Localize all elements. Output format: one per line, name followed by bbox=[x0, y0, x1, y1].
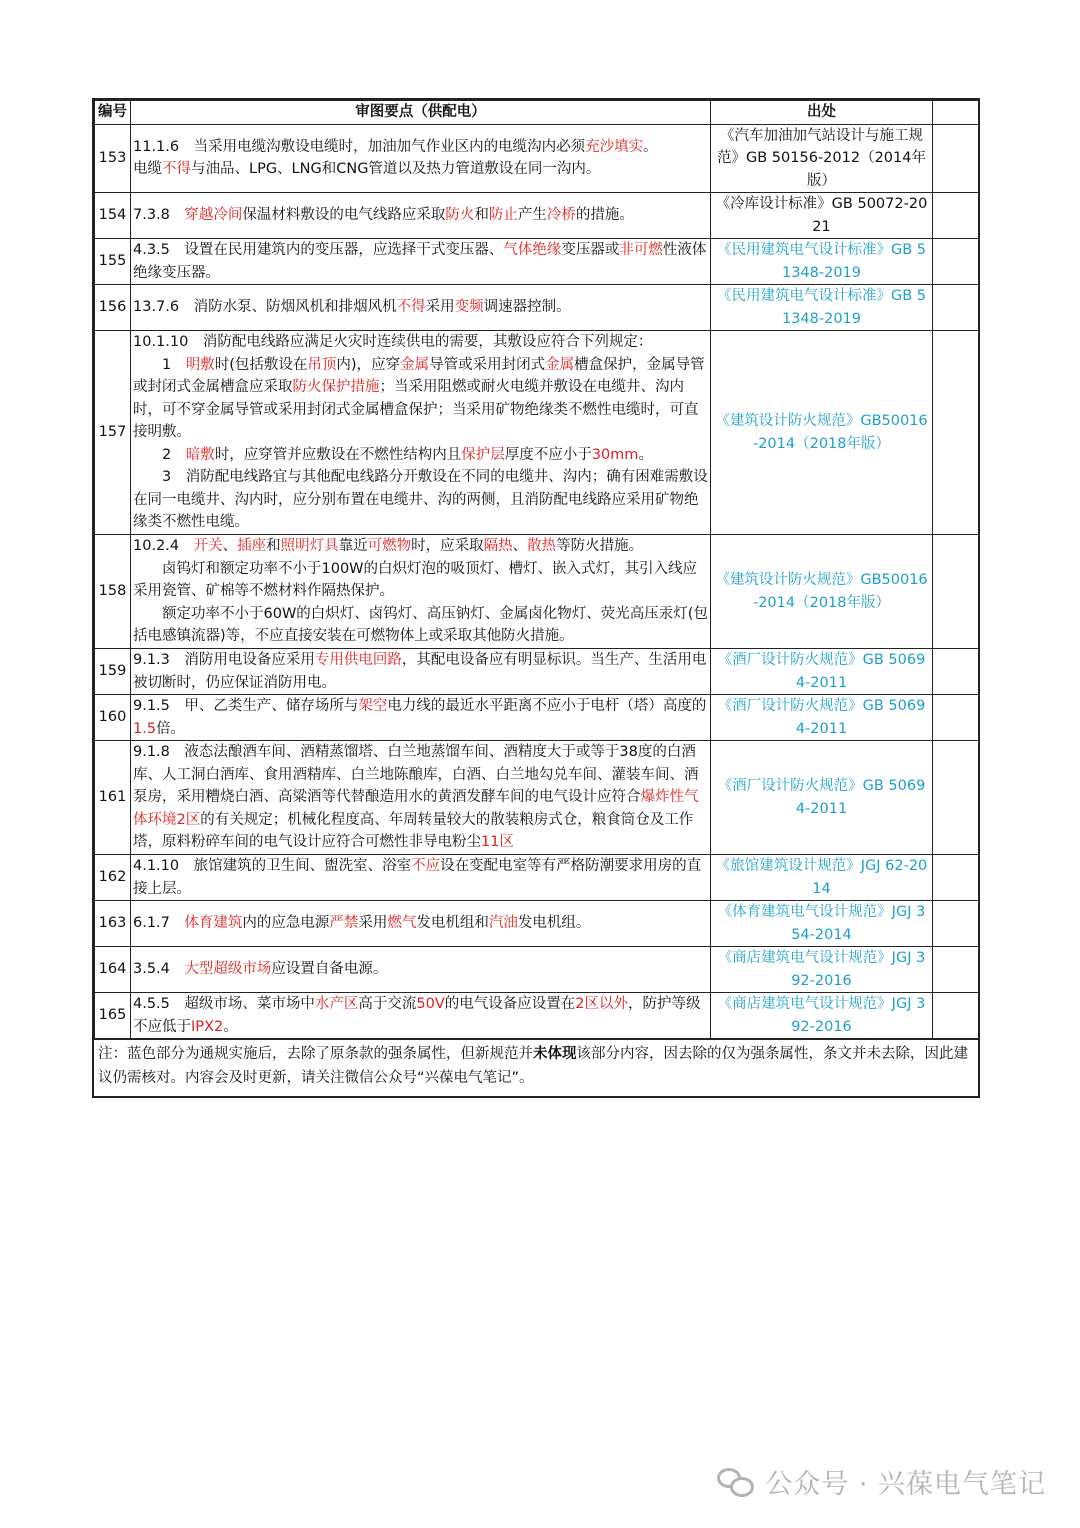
text-segment: 和 bbox=[474, 207, 489, 224]
blank-cell bbox=[933, 741, 979, 855]
highlighted-text: 开关 bbox=[193, 538, 223, 555]
highlighted-text: 散热 bbox=[527, 538, 557, 555]
review-point-text bbox=[131, 695, 711, 741]
review-points-table bbox=[94, 100, 979, 1039]
highlighted-text: 可燃物 bbox=[367, 538, 412, 555]
text-segment: 6.1.7 bbox=[133, 915, 185, 932]
clause-paragraph bbox=[133, 603, 708, 648]
highlighted-text: 保护层 bbox=[461, 446, 505, 463]
clause-paragraph bbox=[133, 296, 708, 319]
table-row bbox=[95, 901, 979, 947]
review-point-text bbox=[131, 741, 711, 855]
highlighted-text: 爆炸性气体环境2区 bbox=[133, 789, 699, 828]
text-segment: 采用 bbox=[358, 915, 388, 932]
text-segment: 。 bbox=[643, 138, 658, 155]
text-segment: 变压器或 bbox=[561, 242, 620, 258]
highlighted-text: 不得 bbox=[162, 161, 191, 178]
highlighted-text: 30mm bbox=[591, 446, 639, 463]
clause-paragraph bbox=[133, 558, 708, 603]
text-segment: 4.3.5 设置在民用建筑内的变压器，应选择干式变压器、 bbox=[133, 242, 504, 258]
review-point-text bbox=[131, 993, 711, 1039]
blank-cell bbox=[933, 901, 979, 947]
highlighted-text: 燃气 bbox=[387, 915, 417, 932]
highlighted-text: 防止 bbox=[488, 207, 518, 224]
clause-paragraph bbox=[133, 855, 708, 900]
highlighted-text: 专用供电回路 bbox=[314, 652, 402, 668]
highlighted-text: 金属 bbox=[545, 356, 575, 373]
review-point-text bbox=[131, 947, 711, 993]
highlighted-text: IPX2 bbox=[191, 1018, 224, 1035]
highlighted-text: 汽油 bbox=[488, 915, 518, 932]
blank-cell bbox=[933, 193, 979, 239]
text-segment: 电缆 bbox=[133, 161, 162, 178]
row-number: 154 bbox=[95, 193, 131, 239]
clause-paragraph bbox=[133, 466, 708, 534]
text-segment: 2 bbox=[133, 446, 186, 463]
row-number: 163 bbox=[95, 901, 131, 947]
highlighted-text: 严禁 bbox=[329, 915, 359, 932]
text-segment: 和 bbox=[266, 538, 281, 555]
wechat-icon bbox=[717, 1466, 755, 1498]
highlighted-text: 插座 bbox=[237, 538, 267, 555]
text-segment: 发电机组。 bbox=[517, 915, 591, 932]
text-segment: 4.5.5 超级市场、菜市场中 bbox=[133, 996, 315, 1012]
text-segment: 7.3.8 bbox=[133, 207, 185, 224]
review-point-text bbox=[131, 901, 711, 947]
blank-cell bbox=[933, 331, 979, 535]
highlighted-text: 水产区 bbox=[314, 996, 359, 1012]
source-standard: 《民用建筑电气设计标准》GB 51348-2019 bbox=[711, 239, 933, 285]
highlighted-text: 不得 bbox=[396, 299, 426, 316]
row-number: 153 bbox=[95, 124, 131, 193]
blank-cell bbox=[933, 124, 979, 193]
table-body bbox=[95, 124, 979, 1039]
row-number: 159 bbox=[95, 649, 131, 695]
text-segment: 电力线的最近水平距离不应小于电杆（塔）高度的 bbox=[387, 698, 707, 714]
source-standard: 《酒厂设计防火规范》GB 50694-2011 bbox=[711, 741, 933, 855]
table-row bbox=[95, 695, 979, 741]
blank-cell bbox=[933, 947, 979, 993]
highlighted-text: 照明灯具 bbox=[280, 538, 339, 555]
clause-paragraph bbox=[133, 535, 708, 558]
clause-paragraph bbox=[133, 158, 708, 181]
clause-paragraph bbox=[133, 958, 708, 981]
highlighted-text: 体育建筑 bbox=[184, 915, 243, 932]
text-segment: 。 bbox=[638, 446, 653, 463]
text-segment: 性液体绝缘变压器。 bbox=[133, 242, 707, 281]
source-standard: 《汽车加油加气站设计与施工规范》GB 50156-2012（2014年版） bbox=[711, 124, 933, 193]
text-segment: 10.2.4 bbox=[133, 538, 194, 555]
note-text: 注：蓝色部分为通规实施后，去除了原条款的强条属性，但新规范并 bbox=[98, 1046, 533, 1062]
table-row bbox=[95, 649, 979, 695]
review-point-text bbox=[131, 649, 711, 695]
highlighted-text: 变频 bbox=[454, 299, 484, 316]
blank-cell bbox=[933, 855, 979, 901]
text-segment: 9.1.3 消防用电设备应采用 bbox=[133, 652, 315, 668]
text-segment: 9.1.8 液态法酿酒车间、酒精蒸馏塔、白兰地蒸馏车间、酒精度大于或等于38度的白酒库、人工洞白酒库、食用酒精库、白兰地陈酿库，白酒、白兰地勾兑车间、灌装车间、酒泵房，采用糟烧白酒、高粱酒等代替酿造用水的黄酒发酵车间的电气设计应符合 bbox=[133, 744, 699, 806]
text-segment: 的电气设备应设置在 bbox=[444, 996, 576, 1012]
row-number: 156 bbox=[95, 285, 131, 331]
review-point-text bbox=[131, 193, 711, 239]
note-text: 该部分内容，因去除的仅为强条属性，条文并未去除，因此建议仍需核对。内容会及时更新，请关注微信公众号“兴葆电气笔记”。 bbox=[98, 1046, 968, 1086]
source-standard: 《民用建筑电气设计标准》GB 51348-2019 bbox=[711, 285, 933, 331]
clause-paragraph bbox=[133, 204, 708, 227]
text-segment: 靠近 bbox=[338, 538, 368, 555]
header-source: 出处 bbox=[711, 101, 933, 125]
table-row bbox=[95, 124, 979, 193]
table-row bbox=[95, 535, 979, 649]
watermark-text: 公众号 · 兴葆电气笔记 bbox=[765, 1469, 1046, 1500]
clause-paragraph bbox=[133, 136, 708, 159]
text-segment: 高于交流 bbox=[358, 996, 417, 1012]
text-segment: 厚度不应小于 bbox=[504, 446, 592, 463]
clause-paragraph bbox=[133, 695, 708, 740]
note-emphasis: 未体现 bbox=[533, 1046, 577, 1062]
table-row bbox=[95, 993, 979, 1039]
text-segment: 保温材料敷设的电气线路应采取 bbox=[242, 207, 446, 224]
text-segment: 、 bbox=[222, 538, 238, 555]
text-segment: 采用 bbox=[425, 299, 455, 316]
text-segment: 时(包括敷设在 bbox=[214, 356, 308, 373]
review-point-text bbox=[131, 239, 711, 285]
row-number: 155 bbox=[95, 239, 131, 285]
text-segment: 的措施。 bbox=[575, 207, 634, 224]
source-standard: 《冷库设计标准》GB 50072-2021 bbox=[711, 193, 933, 239]
row-number: 161 bbox=[95, 741, 131, 855]
text-segment: 倍。 bbox=[156, 720, 186, 737]
text-segment: 13.7.6 消防水泵、防烟风机和排烟风机 bbox=[133, 299, 397, 316]
highlighted-text: 1.5 bbox=[133, 720, 157, 737]
clause-paragraph bbox=[133, 444, 708, 467]
highlighted-text: 冷桥 bbox=[546, 207, 576, 224]
text-segment: 应设置自备电源。 bbox=[271, 961, 388, 978]
highlighted-text: 防火 bbox=[445, 207, 475, 224]
clause-paragraph bbox=[133, 239, 708, 284]
highlighted-text: 2区以外 bbox=[575, 996, 629, 1012]
blank-cell bbox=[933, 993, 979, 1039]
table-row bbox=[95, 331, 979, 535]
source-standard: 《酒厂设计防火规范》GB 50694-2011 bbox=[711, 649, 933, 695]
table-row bbox=[95, 741, 979, 855]
blank-cell bbox=[933, 285, 979, 331]
clause-paragraph bbox=[133, 649, 708, 694]
source-standard: 《酒厂设计防火规范》GB 50694-2011 bbox=[711, 695, 933, 741]
blank-cell bbox=[933, 695, 979, 741]
text-segment: 槽盒保护，金属导管或封闭式金属槽盒应采取 bbox=[133, 356, 705, 396]
text-segment: 10.1.10 消防配电线路应满足火灾时连续供电的需要，其敷设应符合下列规定： bbox=[133, 334, 653, 351]
row-number: 157 bbox=[95, 331, 131, 535]
highlighted-text: 暗敷 bbox=[185, 446, 215, 463]
clause-paragraph bbox=[133, 993, 708, 1038]
text-segment: 3.5.4 bbox=[133, 961, 185, 978]
source-standard: 《商店建筑电气设计规范》JGJ 392-2016 bbox=[711, 993, 933, 1039]
header-blank bbox=[933, 101, 979, 125]
text-segment: 时，应穿管并应敷设在不燃性结构内且 bbox=[214, 446, 462, 463]
source-standard: 《建筑设计防火规范》GB50016-2014（2018年版） bbox=[711, 331, 933, 535]
table-header-row bbox=[95, 101, 979, 125]
table-row bbox=[95, 193, 979, 239]
review-point-text bbox=[131, 855, 711, 901]
standards-table-sheet bbox=[92, 98, 980, 1098]
text-segment: 、 bbox=[512, 538, 528, 555]
highlighted-text: 11区 bbox=[481, 834, 514, 851]
blank-cell bbox=[933, 239, 979, 285]
text-segment: 设在变配电室等有严格防潮要求用房的直接上层。 bbox=[133, 858, 702, 897]
text-segment: 等防火措施。 bbox=[556, 538, 644, 555]
highlighted-text: 气体绝缘 bbox=[503, 242, 562, 258]
text-segment: 的有关规定；机械化程度高、年周转量较大的散装粮房式仓，粮食筒仓及工作塔，原料粉碎车间的电气设计应符合可燃性非导电粉尘 bbox=[133, 811, 694, 851]
text-segment: 。 bbox=[223, 1018, 238, 1035]
review-point-text bbox=[131, 535, 711, 649]
highlighted-text: 隔热 bbox=[483, 538, 513, 555]
row-number: 158 bbox=[95, 535, 131, 649]
highlighted-text: 非可燃 bbox=[619, 242, 663, 258]
review-point-text bbox=[131, 285, 711, 331]
highlighted-text: 吊顶 bbox=[307, 356, 337, 373]
review-point-text bbox=[131, 331, 711, 535]
header-number: 编号 bbox=[95, 101, 131, 125]
text-segment: 4.1.10 旅馆建筑的卫生间、盥洗室、浴室 bbox=[133, 858, 412, 874]
table-row bbox=[95, 947, 979, 993]
highlighted-text: 不应 bbox=[411, 858, 441, 874]
blank-cell bbox=[933, 649, 979, 695]
text-segment: 产生 bbox=[517, 207, 547, 224]
highlighted-text: 防火保护措施 bbox=[292, 379, 380, 396]
highlighted-text: 金属 bbox=[400, 356, 430, 373]
table-row bbox=[95, 855, 979, 901]
text-segment: 调速器控制。 bbox=[483, 299, 571, 316]
text-segment: ；当采用阻燃或耐火电缆并敷设在电缆井、沟内时，可不穿金属导管或采用封闭式金属槽盒保护；当采用矿物绝缘类不燃性电缆时，可直接明敷。 bbox=[133, 379, 699, 441]
table-row bbox=[95, 285, 979, 331]
highlighted-text: 架空 bbox=[358, 698, 388, 714]
text-segment: 3 消防配电线路宜与其他配电线路分开敷设在不同的电缆井、沟内；确有困难需敷设在同一电缆井、沟内时，应分别布置在电缆井、沟的两侧，且消防配电线路应采用矿物绝缘类不燃性电缆。 bbox=[133, 469, 708, 531]
row-number: 164 bbox=[95, 947, 131, 993]
text-segment: 9.1.5 甲、乙类生产、储存场所与 bbox=[133, 698, 359, 714]
table-row bbox=[95, 239, 979, 285]
clause-paragraph bbox=[133, 912, 708, 935]
clause-paragraph bbox=[133, 354, 708, 444]
source-standard: 《体育建筑电气设计规范》JGJ 354-2014 bbox=[711, 901, 933, 947]
highlighted-text: 充沙填实 bbox=[585, 138, 644, 155]
text-segment: 1 bbox=[133, 356, 186, 373]
text-segment: 内)，应穿 bbox=[336, 356, 401, 373]
source-standard: 《商店建筑电气设计规范》JGJ 392-2016 bbox=[711, 947, 933, 993]
row-number: 160 bbox=[95, 695, 131, 741]
highlighted-text: 明敷 bbox=[185, 356, 215, 373]
text-segment: 卤钨灯和额定功率不小于100W的白炽灯泡的吸顶灯、槽灯、嵌入式灯，其引入线应采用瓷管、矿棉等不燃材料作隔热保护。 bbox=[133, 560, 698, 600]
highlighted-text: 50V bbox=[416, 996, 445, 1012]
highlighted-text: 穿越冷间 bbox=[184, 207, 243, 224]
text-segment: 内的应急电源 bbox=[242, 915, 330, 932]
text-segment: 发电机组和 bbox=[416, 915, 489, 932]
clause-paragraph bbox=[133, 331, 708, 354]
row-number: 162 bbox=[95, 855, 131, 901]
text-segment: ，防护等级不应低于 bbox=[133, 996, 701, 1035]
source-standard: 《旅馆建筑设计规范》JGJ 62-2014 bbox=[711, 855, 933, 901]
review-point-text bbox=[131, 124, 711, 193]
text-segment: 11.1.6 当采用电缆沟敷设电缆时，加油加气作业区内的电缆沟内必须 bbox=[133, 138, 586, 155]
text-segment: 额定功率不小于60W的白炽灯、卤钨灯、高压钠灯、金属卤化物灯、荧光高压汞灯(包括电感镇流器)等，不应直接安装在可燃物体上或采取其他防火措施。 bbox=[133, 605, 708, 645]
text-segment: 与油品、LPG、LNG和CNG管道以及热力管道敷设在同一沟内。 bbox=[191, 161, 601, 178]
blank-cell bbox=[933, 535, 979, 649]
row-number: 165 bbox=[95, 993, 131, 1039]
header-review-point: 审图要点（供配电） bbox=[131, 101, 711, 125]
footnote bbox=[94, 1039, 978, 1096]
text-segment: ，其配电设备应有明显标识。当生产、生活用电被切断时，仍应保证消防用电。 bbox=[133, 652, 707, 691]
text-segment: 导管或采用封闭式 bbox=[429, 356, 546, 373]
source-standard: 《建筑设计防火规范》GB50016-2014（2018年版） bbox=[711, 535, 933, 649]
text-segment: 时，应采取 bbox=[411, 538, 484, 555]
highlighted-text: 大型超级市场 bbox=[184, 961, 272, 978]
clause-paragraph bbox=[133, 741, 708, 854]
watermark bbox=[717, 1462, 1046, 1501]
